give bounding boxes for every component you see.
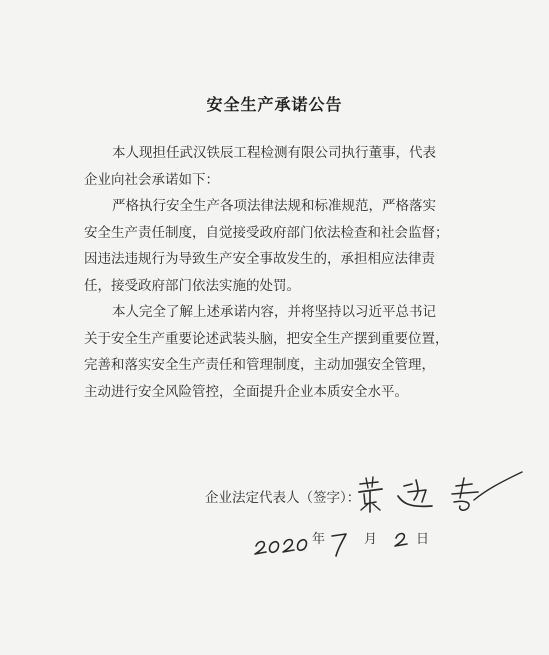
document-title: 安全生产承诺公告 <box>206 95 343 114</box>
document-body <box>84 140 484 405</box>
handwritten-signature <box>356 470 526 518</box>
paragraph-line: 企业向社会承诺如下： <box>84 171 219 188</box>
date-year-unit: 年 <box>312 532 326 547</box>
paragraph-line: 本人现担任武汉铁辰工程检测有限公司执行董事，代表 <box>112 145 436 161</box>
signature-text <box>0 0 1 1</box>
paragraph-line: 安全生产责任制度，自觉接受政府部门依法检查和社会监督； <box>84 224 449 241</box>
paragraph-line: 任，接受政府部门依法实施的处罚。 <box>84 277 300 294</box>
date-month-unit: 月 <box>364 532 378 547</box>
paragraph-line: 本人完全了解上述承诺内容，并将坚持以习近平总书记 <box>112 304 436 320</box>
paragraph-line: 完善和落实安全生产责任和管理制度，主动加强安全管理， <box>84 357 435 373</box>
date-day-unit: 日 <box>416 532 430 547</box>
paragraph-line: 因违法违规行为导致生产安全事故发生的，承担相应法律责 <box>84 251 435 267</box>
signature-label: 企业法定代表人（签字）： <box>205 490 361 506</box>
paragraph-line: 主动进行安全风险管控，全面提升企业本质安全水平。 <box>84 383 408 400</box>
paragraph-line: 关于安全生产重要论述武装头脑，把安全生产摆到重要位置， <box>84 330 449 347</box>
handwritten-date <box>250 516 450 566</box>
paragraph-line: 严格执行安全生产各项法律法规和标准规范，严格落实 <box>112 198 436 214</box>
